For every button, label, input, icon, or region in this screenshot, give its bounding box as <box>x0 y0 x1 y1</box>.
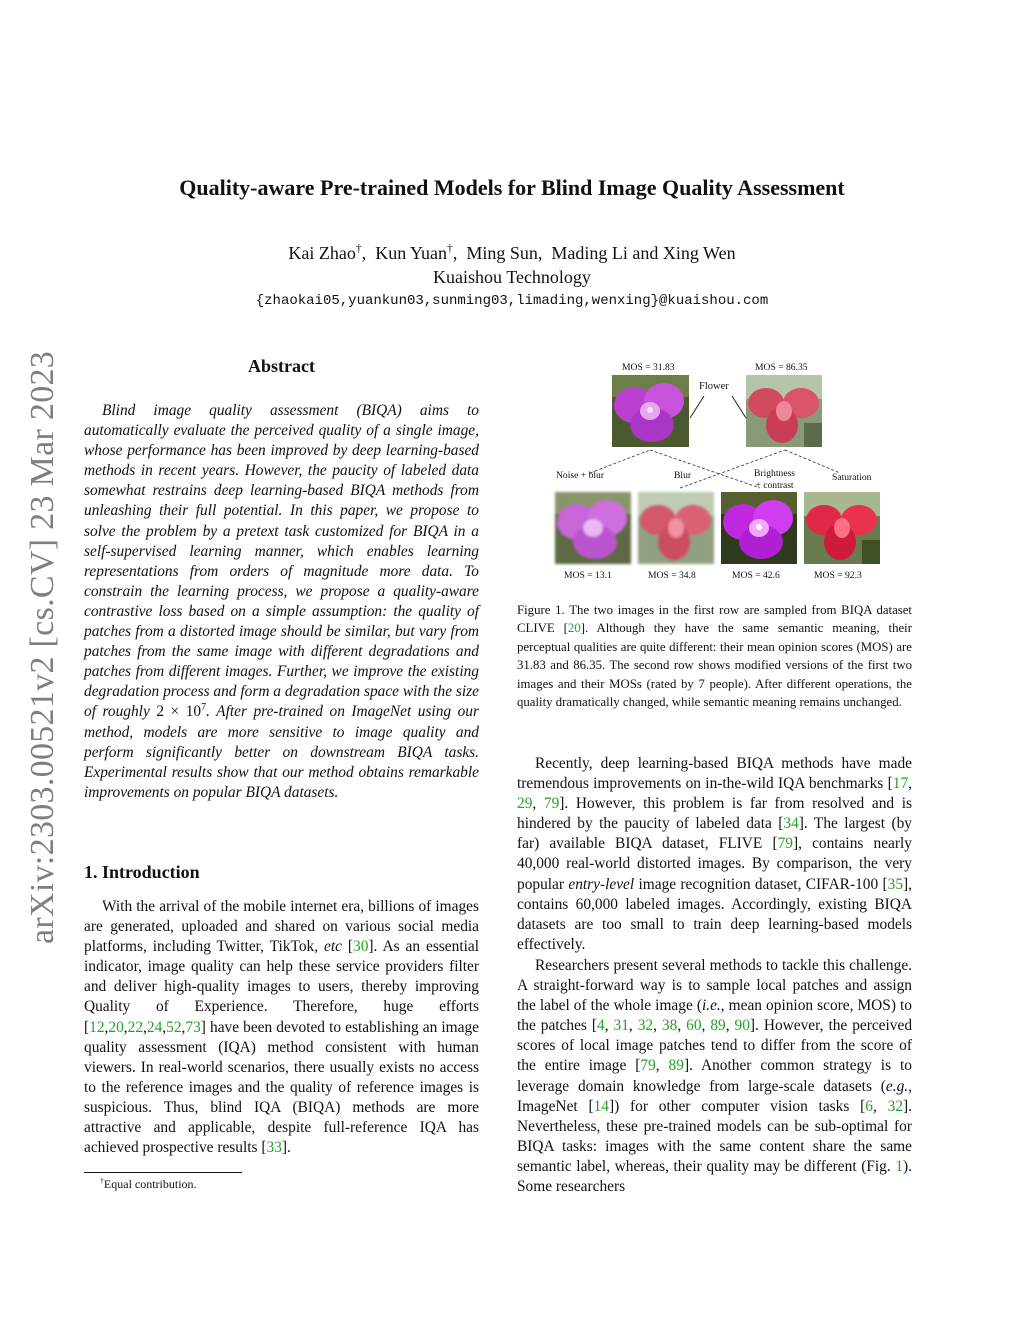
flower-label: Flower <box>699 381 729 392</box>
figure-1 <box>550 358 890 586</box>
dagger-mark: † <box>355 242 362 255</box>
citation-link[interactable]: 6 <box>865 1097 873 1115</box>
citation-link[interactable]: 89 <box>668 1057 684 1075</box>
operation-label: Saturation <box>832 472 872 483</box>
abstract-part: . After pre-trained on ImageNet using our method, models are more sensitive to image quality and perform significantly better on downstream BIQA tasks. Experimental results show that our method obtains remarkable improvements on popular BIQA datasets. <box>84 703 479 801</box>
arxiv-identifier: arXiv:2303.00521v2 [cs.CV] 23 Mar 2023 <box>24 350 61 944</box>
footnote: †Equal contribution. <box>100 1176 197 1191</box>
citation-link[interactable]: 30 <box>353 938 369 956</box>
citation-link[interactable]: 90 <box>734 1017 750 1035</box>
citation-link[interactable]: 73 <box>185 1018 201 1036</box>
citation-link[interactable]: 79 <box>640 1057 656 1075</box>
author-name: Ming Sun <box>466 243 538 263</box>
mos-label: MOS = 13.1 <box>564 570 612 581</box>
operation-label: Blur <box>674 470 692 481</box>
operation-label: Brightness + contrast <box>754 468 796 491</box>
footnote-rule <box>84 1172 242 1173</box>
citation-link[interactable]: 34 <box>783 815 799 833</box>
author-name: Kun Yuan <box>375 243 448 263</box>
citation-link[interactable]: 17 <box>892 775 909 793</box>
math-expression: $2 \times 10^7$ <box>156 702 207 721</box>
citation-link[interactable]: 31 <box>613 1017 629 1035</box>
citation-link[interactable]: 22 <box>127 1018 144 1036</box>
intro-paragraph: With the arrival of the mobile internet era, billions of images are generated, uploaded and shared on various social media platforms, including Twitter, TikTok, etc [30]. As an essential indicator, image quality can help these service providers filter and deliver high-quality images to users, thereby improving Quality of Experience. Therefore, huge efforts [12,20,22,24,52,73] have been devoted to establishing an image quality assessment (IQA) method consistent with human viewers. In real-world scenarios, there usually exists no access to the reference images and the quality of reference images is suspicious. Thus, blind IQA (BIQA) methods are more attractive and applicable, despite full-reference IQA has achieved prospective results [33]. <box>84 898 479 1157</box>
dagger-mark: † <box>447 242 453 255</box>
flower-photo-blur <box>638 492 714 564</box>
citation-link[interactable]: 20 <box>108 1018 124 1036</box>
section-heading-introduction: 1. Introduction <box>84 862 200 882</box>
citation-link[interactable]: 20 <box>567 621 581 636</box>
flower-photo-brightness-contrast <box>721 492 797 564</box>
mos-label: MOS = 92.3 <box>814 570 862 581</box>
figure-link[interactable]: 1 <box>895 1157 904 1175</box>
affiliation: Kuaishou Technology <box>433 267 591 287</box>
paper-title: Quality-aware Pre-trained Models for Blind Image Quality Assessment <box>179 175 845 200</box>
citation-link[interactable]: 60 <box>686 1017 702 1035</box>
citation-link[interactable]: 32 <box>637 1017 654 1035</box>
citation-link[interactable]: 35 <box>887 875 904 893</box>
abstract-text <box>84 401 479 803</box>
citation-link[interactable]: 89 <box>710 1017 726 1035</box>
right-column-text <box>517 754 912 1197</box>
citation-link[interactable]: 4 <box>597 1017 605 1035</box>
author-emails: {zhaokai05,yuankun03,sunming03,limading,wenxing}@kuaishou.com <box>255 293 769 309</box>
abstract-heading: Abstract <box>248 356 315 376</box>
author-line: Kai Zhao†, Kun Yuan†, Ming Sun, Mading Li and Xing Wen <box>288 242 736 263</box>
abstract-part: Blind image quality assessment (BIQA) aims to automatically evaluate the perceived quality of a single image, whose performance has been improved by deep learning-based methods in recent years. However, the paucity of labeled data somewhat restrains deep learning-based BIQA methods from unleashing their full potential. In this paper, we propose to solve the problem by a pretext task customized for BIQA in a self-supervised learning manner, which enables learning representations from orders of magnitude more data. To constrain the learning process, we propose a quality-aware contrastive loss based on a simple assumption: the quality of patches from a distorted image should be similar, but vary from patches from the same image with different degradations and patches from different images. Further, we improve the existing degradation process and form a degradation space with the size of roughly <box>84 402 479 721</box>
citation-link[interactable]: 29 <box>517 795 533 813</box>
flower-photo-noise-blur <box>555 492 631 564</box>
mos-label: MOS = 86.35 <box>755 362 808 373</box>
operation-label: Noise + blur <box>556 470 605 481</box>
author-name: Kai Zhao <box>288 243 356 263</box>
mos-label: MOS = 42.6 <box>732 570 780 581</box>
citation-link[interactable]: 33 <box>266 1139 282 1157</box>
citation-link[interactable]: 12 <box>89 1018 105 1036</box>
flower-photo-saturation <box>804 492 880 564</box>
citation-link[interactable]: 79 <box>777 835 793 853</box>
mos-label: MOS = 31.83 <box>622 362 675 373</box>
paragraph: Researchers present several methods to tackle this challenge. A straight-forward way is to sample local patches and assign the label of the whole image (i.e., mean opinion score, MOS) to the patches [4, 31, 32, 38, 60, 89, 90]. However, the perceived scores of local image patches tend to differ from the score of the entire image [79, 89]. Another common strategy is to leverage domain knowledge from large-scale datasets (e.g., ImageNet [14]) for other computer vision tasks [6, 32]. Nevertheless, these pre-trained models can be sub-optimal for BIQA tasks: images with the same content share the same semantic label, whereas, their quality may be different (Fig. 1). Some researchers <box>517 956 913 1195</box>
author-name: Mading Li and Xing Wen <box>551 243 736 263</box>
citation-link[interactable]: 14 <box>593 1097 609 1115</box>
citation-link[interactable]: 32 <box>887 1097 904 1115</box>
citation-link[interactable]: 38 <box>661 1017 678 1035</box>
citation-link[interactable]: 24 <box>146 1018 163 1036</box>
citation-link[interactable]: 52 <box>166 1018 182 1036</box>
mos-label: MOS = 34.8 <box>648 570 696 581</box>
paragraph: Recently, deep learning-based BIQA methods have made tremendous improvements on in-the-wild IQA benchmarks [17, 29, 79]. However, this problem is far from resolved and is hindered by the paucity of labeled data [34]. The largest (by far) available BIQA dataset, FLIVE [79], contains nearly 40,000 real-world distorted images. By comparison, the very popular entry-level image recognition dataset, CIFAR-100 [35], contains 60,000 labeled images. Accordingly, existing BIQA datasets are too small to train deep learning-based models effectively. <box>517 755 912 953</box>
citation-link[interactable]: 79 <box>543 795 560 813</box>
figure-caption: Figure 1. The two images in the first row are sampled from BIQA dataset CLIVE [20]. Although they have the same semantic meaning, their perceptual qualities are quite different: their mean opinion scores (MOS) are 31.83 and 86.35. The second row shows modified versions of the first two images and their MOSs (rated by 7 people). After different operations, the quality dramatically changed, while semantic meaning remains unchanged. <box>517 603 912 710</box>
